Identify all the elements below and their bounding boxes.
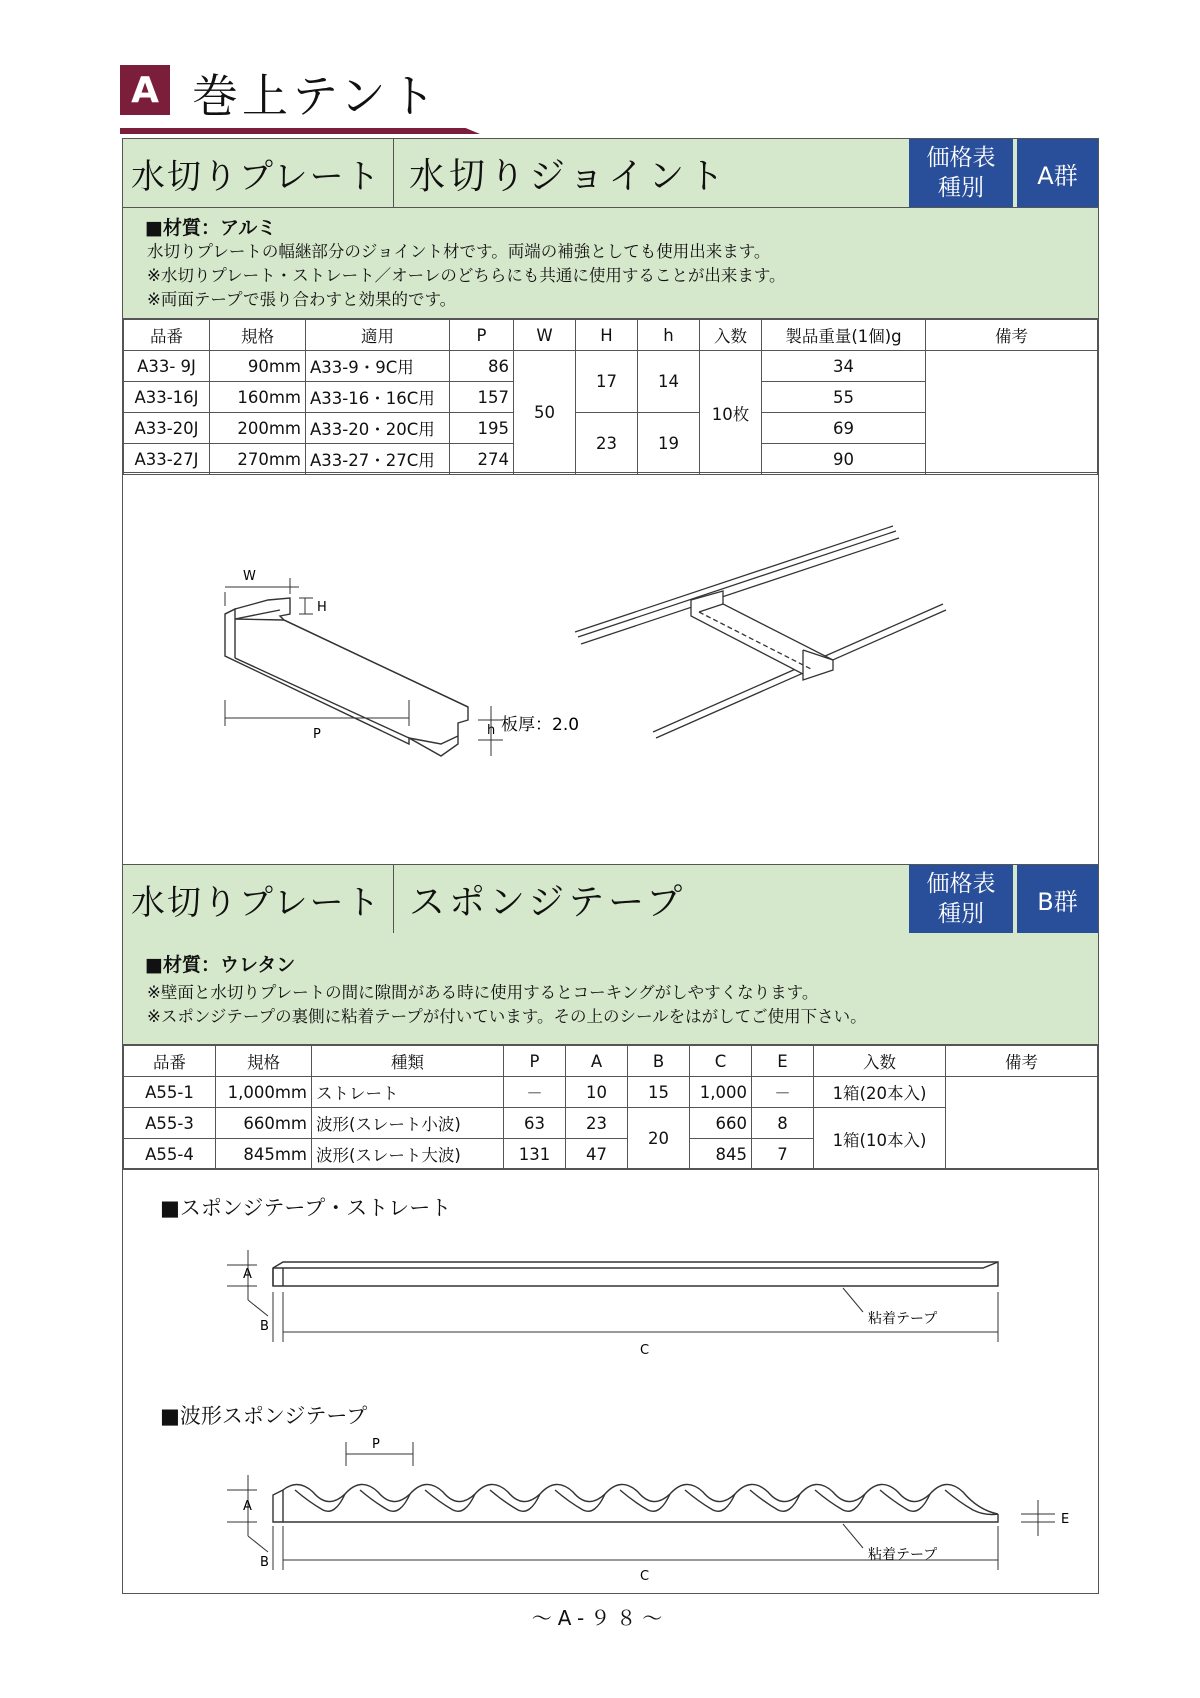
- cell-apply: A33-16・16C用: [306, 382, 450, 413]
- section1-header: [123, 139, 1098, 208]
- cell-code: A55-4: [124, 1139, 216, 1170]
- section2-desc-line: ※壁面と水切りプレートの間に隙間がある時に使用するとコーキングがしやすくなります。: [147, 983, 819, 1002]
- wave-tape-diagram: [123, 1430, 1098, 1580]
- col-header: P: [504, 1046, 566, 1077]
- cell-e: －: [752, 1077, 814, 1108]
- cell-c: 845: [690, 1139, 752, 1170]
- cell-kind: ストレート: [312, 1077, 504, 1108]
- label-e: E: [1061, 1512, 1070, 1527]
- section2-header: [123, 864, 1098, 934]
- cell-w: 50: [514, 351, 576, 475]
- cell-p: 131: [504, 1139, 566, 1170]
- cell-h: 23: [576, 413, 638, 475]
- label-b: B: [260, 1555, 269, 1570]
- cell-c: 1,000: [690, 1077, 752, 1108]
- wave-tape-title: ■波形スポンジテープ: [160, 1404, 368, 1428]
- cell-b: 20: [628, 1108, 690, 1170]
- cell-spec: 200mm: [210, 413, 306, 444]
- section2-price-label: [909, 865, 1013, 933]
- col-header: W: [514, 320, 576, 351]
- label-a: A: [243, 1267, 252, 1282]
- section1-desc-line: 水切りプレートの幅継部分のジョイント材です。両端の補強としても使用出来ます。: [147, 242, 771, 261]
- straight-tape-title: ■スポンジテープ・ストレート: [160, 1196, 452, 1220]
- cell-note: [926, 351, 1098, 475]
- cell-spec: 1,000mm: [216, 1077, 312, 1108]
- cell-spec: 660mm: [216, 1108, 312, 1139]
- cell-code: A33-27J: [124, 444, 210, 475]
- col-header: 入数: [700, 320, 762, 351]
- section1-desc-line: ※水切りプレート・ストレート／オーレのどちらにも共通に使用することが出来ます。: [147, 266, 786, 285]
- col-header: 種類: [312, 1046, 504, 1077]
- cell-spec: 845mm: [216, 1139, 312, 1170]
- price-label-line2: 種別: [938, 901, 984, 927]
- cell-qty: 1箱(10本入): [814, 1108, 946, 1170]
- col-header: A: [566, 1046, 628, 1077]
- col-header: H: [576, 320, 638, 351]
- straight-tape-diagram: [123, 1230, 1098, 1360]
- table-row: [124, 351, 1098, 382]
- cell-small-h: 19: [638, 413, 700, 475]
- section1-price-label: [909, 139, 1013, 207]
- cell-p: 86: [450, 351, 514, 382]
- table-row: [124, 1077, 1098, 1108]
- col-header: 品番: [124, 1046, 216, 1077]
- label-b: B: [260, 1319, 269, 1334]
- col-header: 製品重量(1個)g: [762, 320, 926, 351]
- joint-installed-drawing: [575, 526, 946, 738]
- col-header: 規格: [210, 320, 306, 351]
- cell-h: 17: [576, 351, 638, 413]
- price-label-line1: 価格表: [926, 871, 996, 897]
- cell-code: A33-16J: [124, 382, 210, 413]
- table-header-row: [124, 1046, 1098, 1077]
- label-a: A: [243, 1499, 252, 1514]
- cell-weight: 55: [762, 382, 926, 413]
- cell-a: 47: [566, 1139, 628, 1170]
- cell-weight: 90: [762, 444, 926, 475]
- cell-weight: 34: [762, 351, 926, 382]
- col-header: 適用: [306, 320, 450, 351]
- label-c: C: [640, 1343, 650, 1358]
- cell-apply: A33-20・20C用: [306, 413, 450, 444]
- col-header: 入数: [814, 1046, 946, 1077]
- cell-spec: 270mm: [210, 444, 306, 475]
- table-header-row: [124, 320, 1098, 351]
- cell-code: A33- 9J: [124, 351, 210, 382]
- section2-title-left: 水切りプレート: [131, 865, 394, 933]
- label-w: W: [243, 569, 256, 584]
- col-header: E: [752, 1046, 814, 1077]
- section1-table-bottom: [123, 472, 1098, 473]
- section1-title-left: 水切りプレート: [131, 139, 394, 207]
- label-h: H: [317, 600, 327, 615]
- section1-spec-table: [123, 319, 1098, 475]
- cell-p: 274: [450, 444, 514, 475]
- section1-description: [123, 208, 1098, 319]
- section2-spec-table: [123, 1045, 1098, 1170]
- cell-b: 15: [628, 1077, 690, 1108]
- section1-material: ■材質：アルミ: [145, 217, 277, 239]
- price-label-line1: 価格表: [926, 145, 996, 171]
- category-title: 巻上テント: [192, 69, 440, 123]
- section2-desc-line: ※スポンジテープの裏側に粘着テープが付いています。その上のシールをはがしてご使用下さい。: [147, 1007, 867, 1026]
- joint-diagram: [123, 474, 1098, 864]
- cell-code: A55-3: [124, 1108, 216, 1139]
- cell-a: 23: [566, 1108, 628, 1139]
- cell-spec: 160mm: [210, 382, 306, 413]
- category-rule: [120, 128, 480, 134]
- category-letter: A: [120, 65, 170, 115]
- col-header: C: [690, 1046, 752, 1077]
- section1-desc-line: ※両面テープで張り合わすと効果的です。: [147, 290, 457, 309]
- cell-note: [946, 1077, 1098, 1170]
- joint-plate-drawing: [225, 598, 468, 756]
- page-number: ～A-９８～: [531, 1606, 669, 1630]
- section1-group-badge: A群: [1017, 139, 1098, 207]
- cell-p: 195: [450, 413, 514, 444]
- cell-e: 8: [752, 1108, 814, 1139]
- col-header: 備考: [926, 320, 1098, 351]
- wave-tape-drawing: [273, 1484, 998, 1522]
- thickness-label: 板厚：2.0: [501, 715, 580, 735]
- cell-qty: 10枚: [700, 351, 762, 475]
- cell-kind: 波形(スレート小波): [312, 1108, 504, 1139]
- col-header: 品番: [124, 320, 210, 351]
- cell-code: A33-20J: [124, 413, 210, 444]
- cell-c: 660: [690, 1108, 752, 1139]
- col-header: 規格: [216, 1046, 312, 1077]
- cell-apply: A33-9・9C用: [306, 351, 450, 382]
- cell-weight: 69: [762, 413, 926, 444]
- cell-code: A55-1: [124, 1077, 216, 1108]
- label-small-h: h: [487, 723, 496, 738]
- cell-e: 7: [752, 1139, 814, 1170]
- cell-a: 10: [566, 1077, 628, 1108]
- col-header: h: [638, 320, 700, 351]
- label-c: C: [640, 1569, 650, 1580]
- col-header: B: [628, 1046, 690, 1077]
- cell-p: －: [504, 1077, 566, 1108]
- section1-title-right: 水切りジョイント: [409, 155, 729, 197]
- cell-kind: 波形(スレート大波): [312, 1139, 504, 1170]
- cell-p: 157: [450, 382, 514, 413]
- label-tape: 粘着テープ: [868, 1547, 938, 1563]
- col-header: P: [450, 320, 514, 351]
- section2-group-badge: B群: [1017, 865, 1098, 933]
- price-label-line2: 種別: [938, 175, 984, 201]
- section2-table-bottom: [123, 1168, 1098, 1169]
- label-tape: 粘着テープ: [868, 1311, 938, 1327]
- label-p: P: [313, 727, 321, 742]
- straight-tape-drawing: [273, 1262, 998, 1286]
- section2-description: [123, 933, 1098, 1045]
- cell-qty: 1箱(20本入): [814, 1077, 946, 1108]
- cell-p: 63: [504, 1108, 566, 1139]
- section2-material: ■材質：ウレタン: [145, 954, 296, 976]
- cell-apply: A33-27・27C用: [306, 444, 450, 475]
- label-p: P: [372, 1437, 380, 1452]
- cell-small-h: 14: [638, 351, 700, 413]
- cell-spec: 90mm: [210, 351, 306, 382]
- col-header: 備考: [946, 1046, 1098, 1077]
- section2-title-right: スポンジテープ: [409, 881, 687, 923]
